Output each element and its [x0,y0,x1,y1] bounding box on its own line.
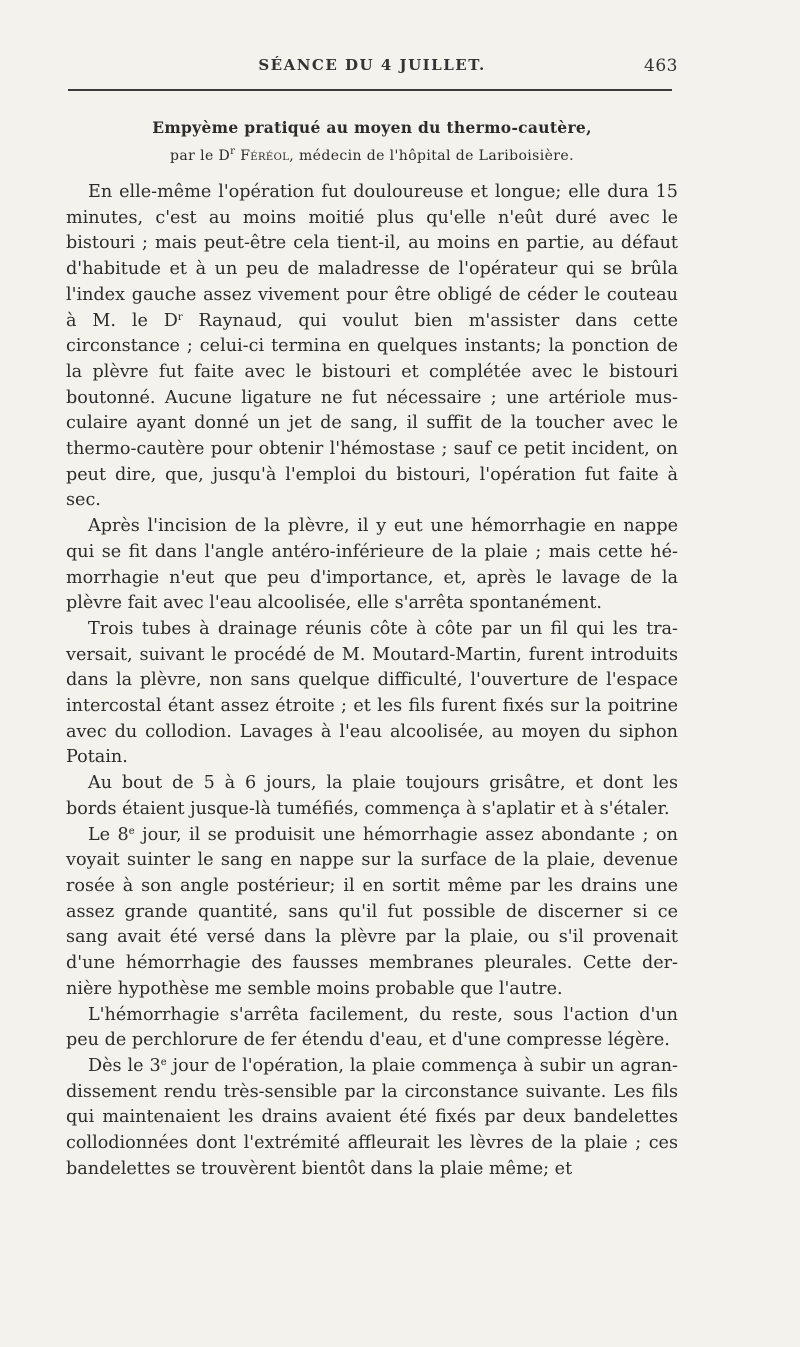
article-title: Empyème pratiqué au moyen du thermo-cautère, [152,118,592,137]
paragraph-text: L'hémorrhagie s'arrêta facilement, du reste, sous l'action d'un peu de perchlorure de fer étendu d'eau, et d'une compresse légère. [66,1004,678,1051]
byline [66,148,678,164]
byline-suffix: , médecin de l'hôpital de Lariboisière. [289,148,574,164]
body-text [66,180,678,1182]
paragraph-text: En elle-même l'opération fut douloureuse et longue; elle dura 15 minutes, c'est au moins moitié plus qu'elle n'eût duré avec le bistouri ; mais peut-être cela tient-il, au moins en partie, au défaut d'habitude et à un peu de maladresse de l'opérateur qui se brûla l'index gauche assez vivement pour être obligé de céder le couteau à M. le D [66,182,678,331]
page-header [66,56,678,80]
byline-author: Féréol [240,148,290,164]
paragraph-text: Trois tubes à drainage réunis côte à côte par un fil qui les traversait, suivant le procédé de M. Moutard-Martin, furent introduits dans la plèvre, non sans quelque difficulté, l'ouverture de l'espace intercostal étant assez étroite ; et les fils furent fixés sur la poitrine avec du collodion. Lavages à l'eau alcoolisée, au moyen du siphon Potain. [66,618,678,768]
paragraph-text: Le 8 [88,824,129,845]
paragraph-text: Après l'incision de la plèvre, il y eut une hémorrhagie en nappe qui se fit dans l'angle antéro-inférieure de la plaie ; mais cette hémorrhagie n'eut que peu d'importance, et, après le lavage de la plèvre fait avec l'eau alcoolisée, elle s'arrêta spontanément. [66,516,678,614]
paragraph [66,514,678,617]
running-title: SÉANCE DU 4 JUILLET. [258,56,486,74]
paragraph [66,823,678,1003]
byline-sup: r [230,146,236,157]
paragraph [66,771,678,822]
byline-prefix: par le D [170,148,231,164]
page-number: 463 [644,56,678,76]
paragraph-text: jour, il se produisit une hémorrhagie assez abondante ; on voyait suinter le sang en nappe sur la surface de la plaie, devenue rosée à son angle postérieur; il en sortit même par les drains une assez grande quantité, sans qu'il fut possible de discerner si ce sang avait été versé dans la plèvre par la plaie, ou s'il provenait d'une hémorrhagie des fausses membranes pleurales. Cette dernière hypothèse me semble moins probable que l'autre. [66,824,678,999]
header-rule [68,89,672,91]
paragraph-text: Raynaud, qui voulut bien m'assister dans cette circonstance ; celui-ci termina en quelques instants; la ponction de la plèvre fut faite avec le bistouri et complétée avec le bistouri boutonné. Aucune ligature ne fut nécessaire ; une artériole musculaire ayant donné un jet de sang, il suffit de la toucher avec le thermo-cautère pour obtenir l'hémostase ; sauf ce petit incident, on peut dire, que, jusqu'à l'emploi du bistouri, l'opération fut faite à sec. [66,310,678,511]
paragraph [66,1003,678,1054]
paragraph [66,1054,678,1183]
paragraph [66,617,678,771]
paragraph-text: Dès le 3 [88,1055,161,1076]
superscript: r [177,311,183,323]
paragraph [66,180,678,514]
superscript: e [128,825,135,837]
superscript: e [160,1056,167,1068]
paragraph-text: Au bout de 5 à 6 jours, la plaie toujours grisâtre, et dont les bords étaient jusque-là tuméfiés, commença à s'aplatir et à s'étaler. [66,773,678,819]
paragraph-text: jour de l'opération, la plaie commença à subir un agrandissement rendu très-sensible par la circonstance suivante. Les fils qui maintenaient les drains avaient été fixés par deux bandelettes collodionnées dont l'extrémité affleurait les lèvres de la plaie ; ces bandelettes se trouvèrent bientôt dans la plaie même; et [66,1055,678,1179]
